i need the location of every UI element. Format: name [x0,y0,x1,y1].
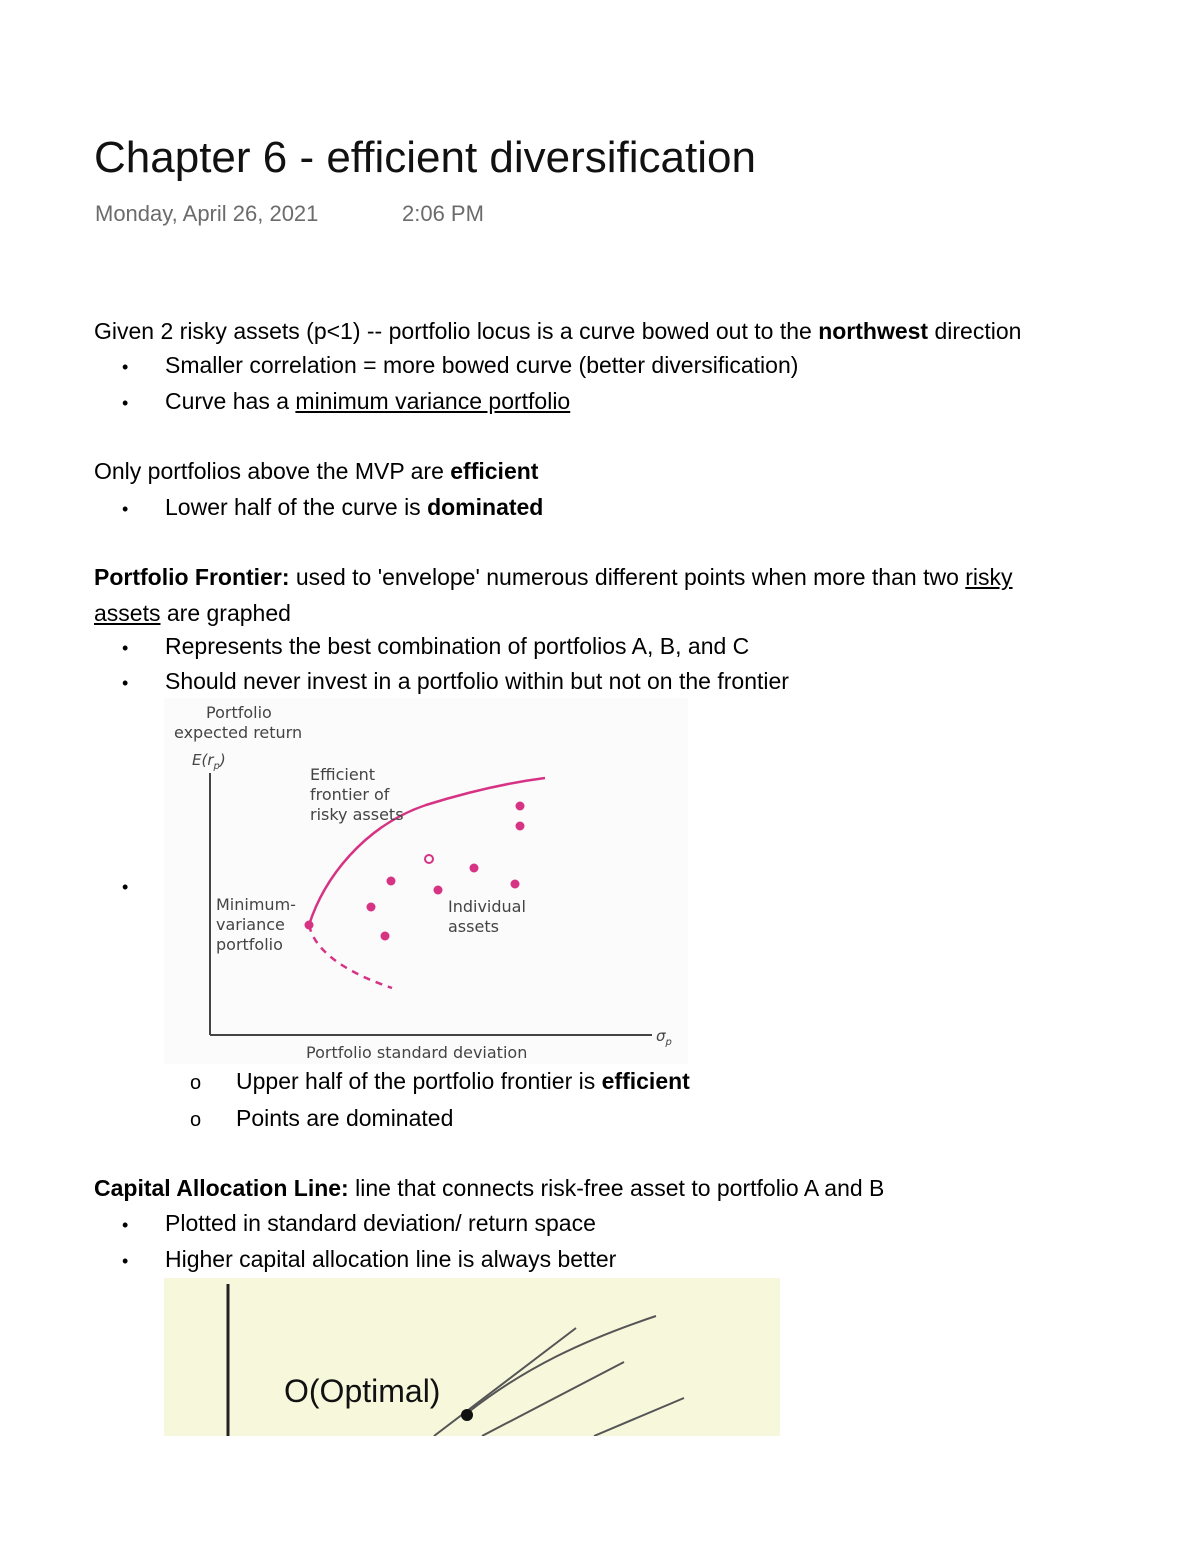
sub-bullet-text: Upper half of the portfolio frontier is [236,1068,602,1094]
bullet-icon: • [122,1251,129,1271]
term-portfolio-frontier: Portfolio Frontier: [94,564,290,590]
paragraph-portfolio-frontier-cont [94,598,291,628]
sub-bullet-points-dominated: Points are dominated [236,1105,454,1131]
p4-text: line that connects risk-free asset to portfolio A and B [348,1175,885,1201]
sub-bullet-icon: o [190,1109,202,1131]
y-axis-symbol: $E(r_p)$ [192,751,226,772]
asset-point [516,802,525,811]
sub-bullet-bold: efficient [601,1068,690,1094]
bullet-icon: • [122,393,129,413]
frontier-diagram [164,698,688,1064]
term-capital-allocation-line: Capital Allocation Line: [94,1175,349,1201]
bullet-never-invest: Should never invest in a portfolio within but not on the frontier [165,668,789,694]
bullet-higher-cal: Higher capital allocation line is always better [165,1246,617,1272]
p3-text-end: are graphed [160,600,291,626]
bullet-minimum-variance [165,386,570,416]
bullet-icon: • [122,357,129,377]
bullet-plotted-space: Plotted in standard deviation/ return space [165,1210,596,1236]
efficient-frontier-label-line3: risky assets [310,805,404,824]
sub-bullet-icon: o [190,1072,202,1094]
p1-bold: northwest [818,318,929,344]
asset-point [511,880,520,889]
bullet-best-combination: Represents the best combination of portfolios A, B, and C [165,633,750,659]
x-axis-label: Portfolio standard deviation [306,1043,528,1062]
x-axis-symbol: $\sigma_p$ [656,1027,672,1048]
bullet-icon: • [122,499,129,519]
figure-background [164,698,688,1064]
optimal-label: O(Optimal) [284,1373,441,1409]
underlined-term: risky [965,564,1013,590]
bullet-bold: dominated [427,494,544,520]
paragraph-portfolio-locus [94,316,1021,346]
asset-point [470,864,479,873]
y-axis-label-line1: Portfolio [206,703,272,722]
bullet-icon: • [122,877,129,897]
figure-efficient-frontier [164,698,688,1064]
efficient-frontier-label-line2: frontier of [310,785,390,804]
mvp-label-line3: portfolio [216,935,283,954]
paragraph-portfolio-frontier [94,562,1013,592]
bullet-text: Lower half of the curve is [165,494,428,520]
mvp-label-line1: Minimum- [216,895,296,914]
figure-capital-allocation [164,1278,780,1436]
p1-text: Given 2 risky assets (p<1) -- portfolio locus is a curve bowed out to the [94,318,819,344]
p3-text: used to 'envelope' numerous different points when more than two [289,564,966,590]
sub-bullet-upper-half [236,1066,690,1096]
asset-point [434,886,443,895]
bullet-icon: • [122,638,129,658]
minimum-variance-point [305,921,314,930]
page-date: Monday, April 26, 2021 [95,201,319,226]
page-time: 2:06 PM [402,201,484,226]
asset-point [516,822,525,831]
paragraph-capital-allocation-line [94,1173,884,1203]
paragraph-mvp-efficient [94,456,538,486]
optimal-point [461,1409,473,1421]
individual-assets-label-line1: Individual [448,897,526,916]
cal-diagram [164,1278,780,1436]
underlined-term: minimum variance portfolio [295,388,571,414]
page-title: Chapter 6 - efficient diversification [94,133,756,182]
y-axis-label-line2: expected return [174,723,303,742]
p1-text-end: direction [928,318,1022,344]
asset-point [387,877,396,886]
underlined-term: assets [94,600,161,626]
bullet-icon: • [122,673,129,693]
bullet-smaller-correlation: Smaller correlation = more bowed curve (better diversification) [165,352,799,378]
p2-bold: efficient [450,458,539,484]
bullet-icon: • [122,1215,129,1235]
individual-assets-label-line2: assets [448,917,499,936]
asset-point [381,932,390,941]
bullet-lower-half [165,492,543,522]
bullet-text: Curve has a [165,388,296,414]
p2-text: Only portfolios above the MVP are [94,458,451,484]
mvp-label-line2: variance [216,915,285,934]
efficient-frontier-label-line1: Efficient [310,765,376,784]
asset-point [367,903,376,912]
